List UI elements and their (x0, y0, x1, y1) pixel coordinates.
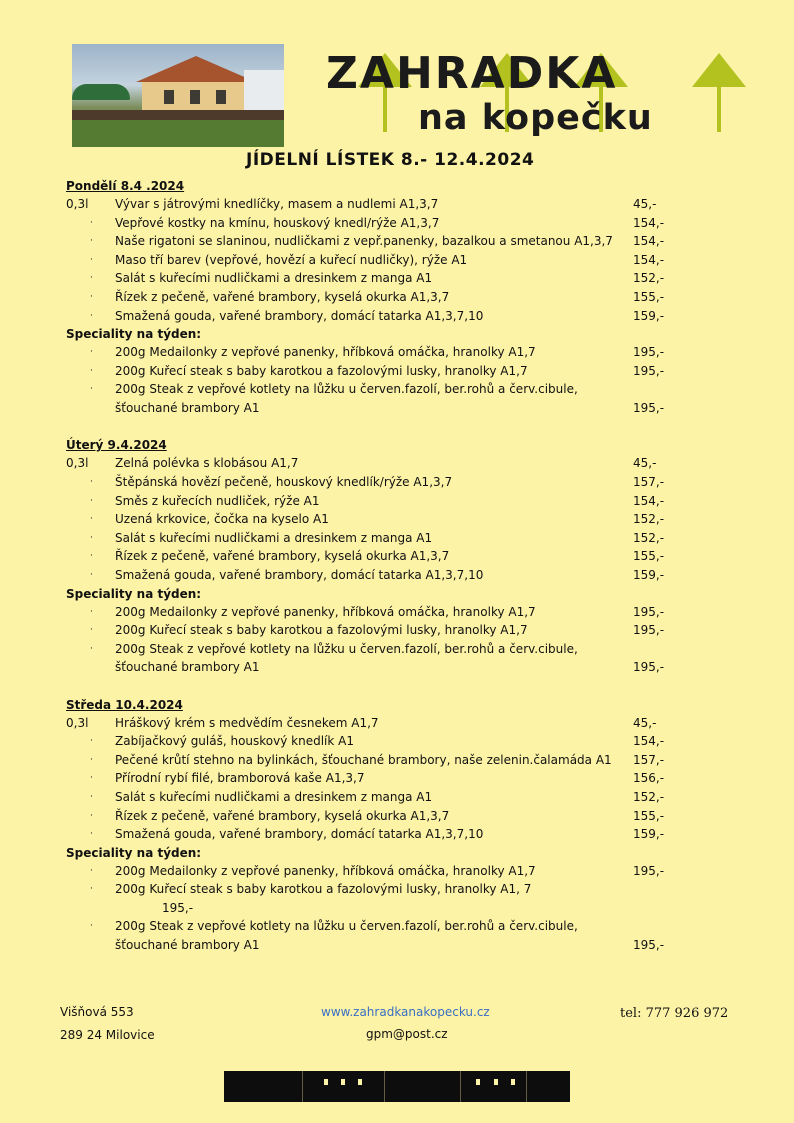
item-price: 155,- (633, 549, 665, 564)
item-price: 195,- (633, 938, 665, 953)
grass-shape (72, 120, 284, 147)
item-price: 195,- (633, 660, 665, 675)
umbrella-icon (692, 53, 746, 87)
footer-bar (224, 1071, 570, 1102)
item-name: Řízek z pečeně, vařené brambory, kyselá okurka A1,3,7 (115, 808, 450, 823)
menu-item (66, 232, 686, 251)
day-section (66, 177, 686, 417)
menu-item (66, 807, 686, 826)
bullet-icon: · (90, 384, 93, 395)
item-name: Smažená gouda, vařené brambory, domácí tatarka A1,3,7,10 (115, 827, 484, 842)
bullet-icon: · (90, 236, 93, 247)
menu-item (66, 788, 686, 807)
item-name: Smažená gouda, vařené brambory, domácí tatarka A1,3,7,10 (115, 567, 484, 582)
item-price: 152,- (633, 512, 665, 527)
item-name: 200g Medailonky z vepřové panenky, hříbková omáčka, hranolky A1,7 (115, 604, 536, 619)
menu-item (66, 473, 686, 492)
item-price: 195,- (633, 604, 665, 619)
item-name: Řízek z pečeně, vařené brambory, kyselá okurka A1,3,7 (115, 289, 450, 304)
speciality-heading: Speciality na týden: (66, 845, 202, 860)
bullet-icon: · (90, 829, 93, 840)
bar-divider (460, 1071, 461, 1102)
footer-city: 289 24 Milovice (60, 1028, 155, 1042)
item-name: Salát s kuřecími nudličkami a dresinkem z manga A1 (115, 530, 433, 545)
bullet-icon: · (90, 643, 93, 654)
soup-row (66, 195, 686, 214)
bullet-icon: · (90, 754, 93, 765)
bullet-icon: · (90, 217, 93, 228)
item-price: 155,- (633, 808, 665, 823)
item-price: 154,- (633, 215, 665, 230)
item-name: Smažená gouda, vařené brambory, domácí tatarka A1,3,7,10 (115, 308, 484, 323)
day-title: Středa 10.4.2024 (66, 697, 183, 712)
menu-item (66, 732, 686, 751)
logo-text-line2: na kopečku (418, 98, 653, 138)
speciality-heading: Speciality na týden: (66, 327, 202, 342)
item-price: 152,- (633, 790, 665, 805)
bullet-icon: · (90, 865, 93, 876)
bullet-icon: · (90, 551, 93, 562)
bar-dot (341, 1079, 345, 1085)
item-name: Salát s kuřecími nudličkami a dresinkem z manga A1 (115, 790, 433, 805)
item-price: 195,- (162, 901, 194, 916)
soup-row (66, 454, 686, 473)
item-price: 195,- (633, 623, 665, 638)
soup-qty: 0,3l (66, 197, 89, 211)
item-price: 154,- (633, 234, 665, 249)
speciality-heading: Speciality na týden: (66, 586, 202, 601)
bullet-icon: · (90, 532, 93, 543)
logo-text-line1: ZAHRADKA (326, 48, 618, 99)
window-shape (216, 90, 226, 104)
item-price: 154,- (633, 493, 665, 508)
item-price: 159,- (633, 827, 665, 842)
website-link[interactable]: www.zahradkanakopecku.cz (321, 1005, 490, 1019)
special-item (66, 640, 686, 677)
umbrella-shape (72, 84, 130, 100)
restaurant-photo (72, 44, 284, 147)
bullet-icon: · (90, 310, 93, 321)
item-name: Štěpánská hovězí pečeně, houskový knedlík/rýže A1,3,7 (115, 474, 453, 489)
item-name: Maso tří barev (vepřové, hovězí a kuřecí nudličky), rýže A1 (115, 252, 468, 267)
soup-name: Zelná polévka s klobásou A1,7 (115, 456, 299, 471)
item-name: Vepřové kostky na kmínu, houskový knedl/rýže A1,3,7 (115, 215, 440, 230)
menu-item (66, 529, 686, 548)
special-item (66, 880, 686, 917)
soup-row (66, 714, 686, 733)
bullet-icon: · (90, 347, 93, 358)
day-section (66, 696, 686, 955)
bullet-icon: · (90, 291, 93, 302)
bullet-icon: · (90, 736, 93, 747)
bullet-icon: · (90, 606, 93, 617)
item-name: Salát s kuřecími nudličkami a dresinkem z manga A1 (115, 271, 433, 286)
menu-item (66, 307, 686, 326)
menu-item (66, 492, 686, 511)
item-name: 200g Kuřecí steak s baby karotkou a fazolovými lusky, hranolky A1,7 (115, 363, 528, 378)
menu (66, 177, 686, 973)
roof-shape (136, 56, 256, 82)
menu-item (66, 510, 686, 529)
bar-dot (494, 1079, 498, 1085)
item-name: Uzená krkovice, čočka na kyselo A1 (115, 512, 329, 527)
item-price: 154,- (633, 734, 665, 749)
soup-price: 45,- (633, 715, 657, 730)
umbrella-pole (717, 84, 721, 132)
item-name: 200g Steak z vepřové kotlety na lůžku u červen.fazolí, ber.rohů a červ.cibule, šťouchané brambory A1 (115, 641, 578, 675)
footer-street: Višňová 553 (60, 1005, 134, 1019)
page-title: JÍDELNÍ LÍSTEK 8.- 12.4.2024 (246, 150, 535, 170)
item-name: Směs z kuřecích nudliček, rýže A1 (115, 493, 320, 508)
item-price: 152,- (633, 271, 665, 286)
item-price: 157,- (633, 752, 665, 767)
footer-phone: tel: 777 926 972 (620, 1006, 729, 1021)
window-shape (164, 90, 174, 104)
bullet-icon: · (90, 365, 93, 376)
item-name: 200g Medailonky z vepřové panenky, hříbková omáčka, hranolky A1,7 (115, 863, 536, 878)
bullet-icon: · (90, 254, 93, 265)
bullet-icon: · (90, 476, 93, 487)
item-name: 200g Medailonky z vepřové panenky, hříbková omáčka, hranolky A1,7 (115, 345, 536, 360)
bar-dot (476, 1079, 480, 1085)
bullet-icon: · (90, 625, 93, 636)
special-item (66, 917, 686, 954)
bullet-icon: · (90, 495, 93, 506)
soup-qty: 0,3l (66, 715, 89, 730)
item-name: Naše rigatoni se slaninou, nudličkami z vepř.panenky, bazalkou a smetanou A1,3,7 (115, 234, 613, 249)
soup-name: Hráškový krém s medvědím česnekem A1,7 (115, 715, 379, 730)
soup-price: 45,- (633, 456, 657, 471)
bullet-icon: · (90, 792, 93, 803)
item-price: 154,- (633, 252, 665, 267)
item-price: 152,- (633, 530, 665, 545)
bar-dot (358, 1079, 362, 1085)
item-name: Řízek z pečeně, vařené brambory, kyselá okurka A1,3,7 (115, 549, 450, 564)
bar-dot (324, 1079, 328, 1085)
fence-shape (72, 110, 284, 120)
window-shape (190, 90, 200, 104)
bullet-icon: · (90, 514, 93, 525)
item-name: 200g Kuřecí steak s baby karotkou a fazolovými lusky, hranolky A1, 7 (115, 882, 532, 897)
email-link[interactable]: gpm@post.cz (366, 1027, 448, 1041)
menu-item (66, 547, 686, 566)
item-price: 157,- (633, 474, 665, 489)
item-name: 200g Steak z vepřové kotlety na lůžku u červen.fazolí, ber.rohů a červ.cibule, šťouchané brambory A1 (115, 919, 578, 953)
bar-dot (511, 1079, 515, 1085)
day-title: Pondělí 8.4 .2024 (66, 179, 185, 193)
item-price: 155,- (633, 289, 665, 304)
bar-divider (302, 1071, 303, 1102)
logo (322, 40, 772, 148)
day-title: Úterý 9.4.2024 (66, 438, 167, 453)
item-name: Zabíjačkový guláš, houskový knedlík A1 (115, 734, 354, 749)
menu-item (66, 288, 686, 307)
day-section (66, 436, 686, 676)
bar-divider (526, 1071, 527, 1102)
bar-divider (384, 1071, 385, 1102)
special-item (66, 343, 686, 362)
item-name: Přírodní rybí filé, bramborová kaše A1,3,7 (115, 771, 365, 786)
menu-item (66, 251, 686, 270)
item-price: 195,- (633, 363, 665, 378)
special-item (66, 380, 686, 417)
bullet-icon: · (90, 810, 93, 821)
special-item (66, 362, 686, 381)
special-item (66, 603, 686, 622)
item-price: 195,- (633, 400, 665, 415)
menu-item (66, 825, 686, 844)
menu-item (66, 751, 686, 770)
bullet-icon: · (90, 884, 93, 895)
item-price: 156,- (633, 771, 665, 786)
bullet-icon: · (90, 273, 93, 284)
soup-name: Vývar s játrovými knedlíčky, masem a nudlemi A1,3,7 (115, 197, 439, 211)
soup-price: 45,- (633, 197, 657, 211)
bullet-icon: · (90, 569, 93, 580)
special-item (66, 862, 686, 881)
menu-item (66, 214, 686, 233)
item-price: 195,- (633, 863, 665, 878)
item-price: 159,- (633, 308, 665, 323)
menu-item (66, 566, 686, 585)
menu-item (66, 769, 686, 788)
soup-qty: 0,3l (66, 456, 89, 471)
special-item (66, 621, 686, 640)
item-price: 159,- (633, 567, 665, 582)
item-name: 200g Kuřecí steak s baby karotkou a fazolovými lusky, hranolky A1,7 (115, 623, 528, 638)
item-name: Pečené krůtí stehno na bylinkách, šťouchané brambory, naše zelenin.čalamáda A1 (115, 752, 612, 767)
item-price: 195,- (633, 345, 665, 360)
bullet-icon: · (90, 773, 93, 784)
bullet-icon: · (90, 921, 93, 932)
item-name: 200g Steak z vepřové kotlety na lůžku u červen.fazolí, ber.rohů a červ.cibule, šťouchané brambory A1 (115, 382, 578, 415)
menu-item (66, 269, 686, 288)
